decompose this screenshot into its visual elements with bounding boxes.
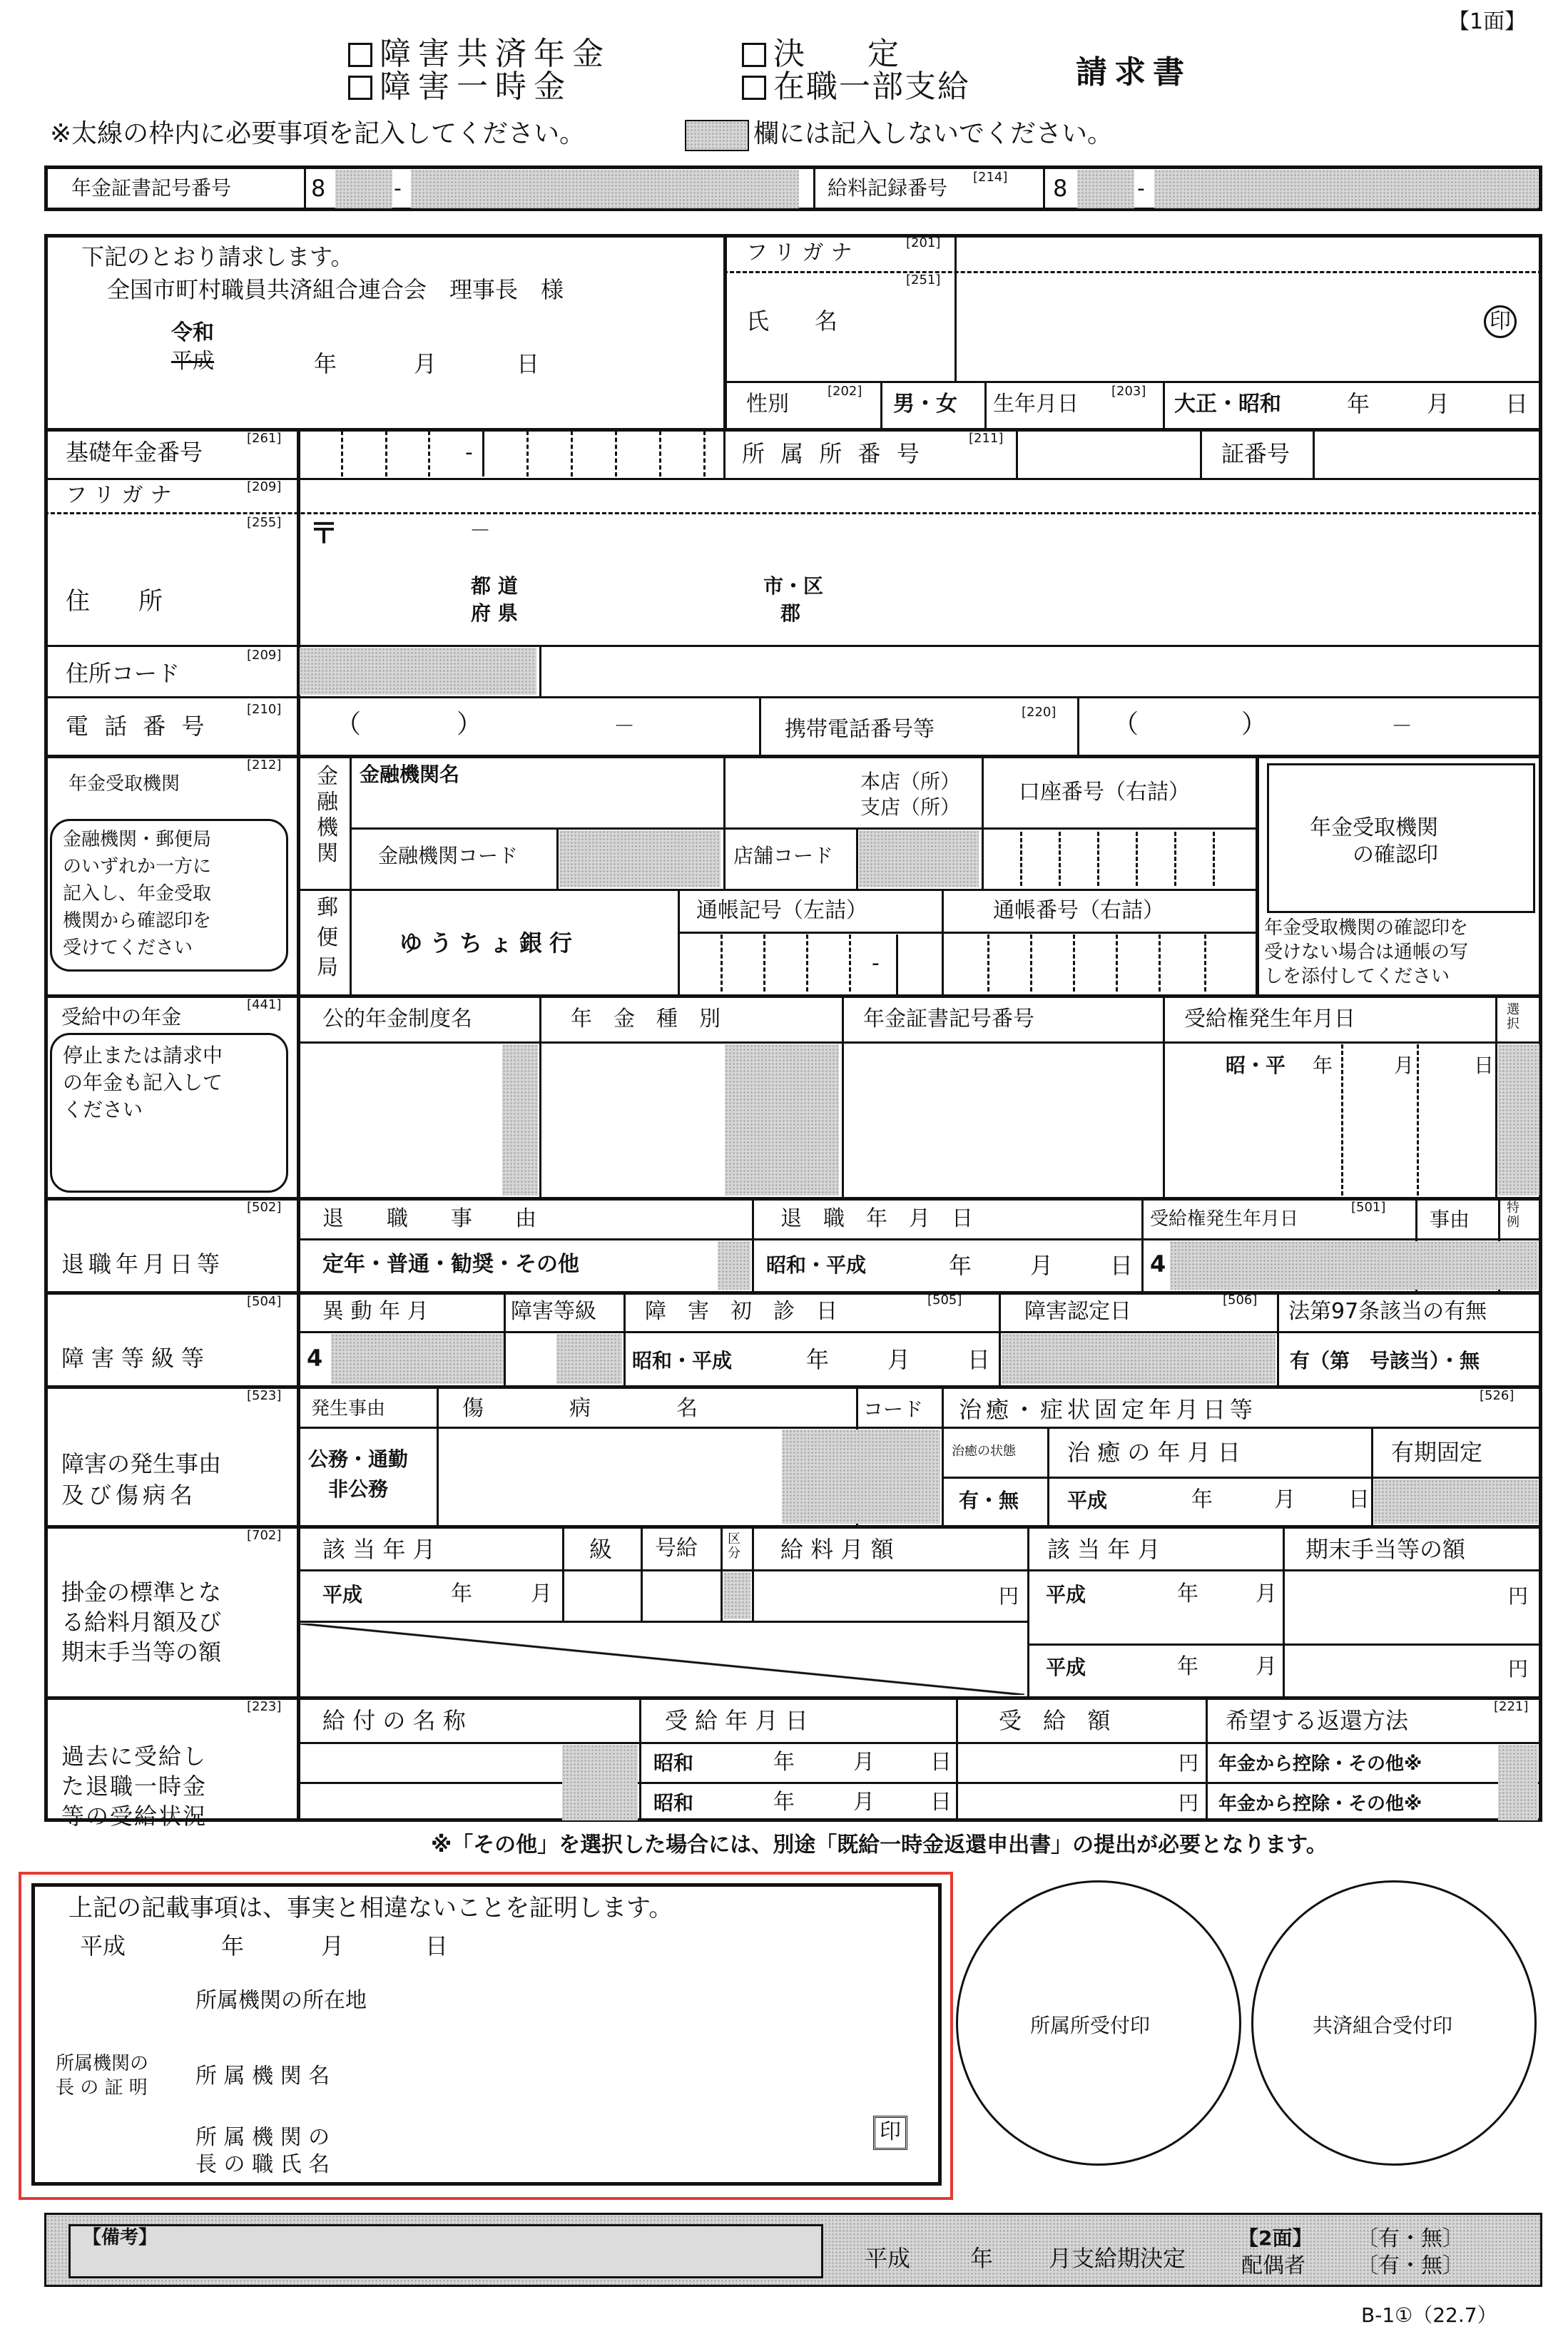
col-special: 特例 <box>1507 1201 1519 1230</box>
union-receipt-stamp-label: 共済組合受付印 <box>1313 2014 1453 2037</box>
affil-number-field[interactable] <box>1019 431 1197 477</box>
basic-pension-label: 基礎年金番号 <box>66 439 203 466</box>
checkbox-disability-lump-sum[interactable] <box>348 76 372 100</box>
name-input[interactable] <box>963 285 1477 364</box>
cert-no-field[interactable] <box>1315 431 1539 477</box>
col-select: 選択 <box>1507 1002 1519 1031</box>
pension-cert-number-field[interactable] <box>411 170 799 208</box>
pension-cert-label: 年金証書記号番号 <box>71 176 232 200</box>
instruction-thick-frame: ※太線の枠内に必要事項を記入してください。 <box>50 119 586 148</box>
option-disability-lump-sum: 障害一時金 <box>380 68 572 105</box>
certification-statement: 上記の記載事項は、事実と相違ないことを証明します。 <box>68 1894 673 1922</box>
option-decision: 決 定 <box>773 36 899 72</box>
checkbox-decision[interactable] <box>742 43 766 67</box>
gray-sample-swatch <box>685 120 749 151</box>
head-name-label-1: 所 属 機 関 の <box>195 2125 330 2150</box>
account-number-label: 口座番号（右詰） <box>1019 780 1190 805</box>
phone-field[interactable] <box>300 699 756 753</box>
form-title: 請求書 <box>1076 54 1191 91</box>
seal-mark: 印 <box>1484 305 1517 338</box>
page-label: 【1面】 <box>1448 9 1527 34</box>
org-location-label: 所属機関の所在地 <box>195 1988 367 2013</box>
yucho-bank: ゆうちょ銀行 <box>399 929 580 957</box>
bank-section-label: 年金受取機関 <box>68 773 180 795</box>
checkbox-disability-pension[interactable] <box>348 43 372 67</box>
col-retire-date: 退 職 年 月 日 <box>780 1206 973 1231</box>
birth-eras[interactable]: 大正・昭和 <box>1174 392 1281 417</box>
right-date-code-field <box>1170 1241 1538 1290</box>
shop-code-field <box>859 830 979 887</box>
addressee: 全国市町村職員共済組合連合会 理事長 様 <box>107 276 564 303</box>
law97-value[interactable]: 有（第 号該当）・無 <box>1290 1349 1480 1372</box>
head-name-label-2: 長 の 職 氏 名 <box>195 2152 330 2177</box>
affil-receipt-stamp-label: 所属所受付印 <box>1030 2014 1151 2037</box>
gender-label: 性別 <box>746 392 789 417</box>
mobile-label: 携帯電話番号等 <box>785 717 935 742</box>
basic-pension-number-field[interactable] <box>300 431 721 478</box>
pension-system-field[interactable] <box>300 1044 501 1196</box>
org-name-label: 所 属 機 関 名 <box>195 2064 330 2089</box>
certification-box <box>31 1883 942 2186</box>
passbook-number-label: 通帳番号（右詰） <box>993 898 1164 923</box>
payment-period-decision: 月支給期決定 <box>1049 2245 1186 2272</box>
spouse-yes-no: 〔有・無〕 <box>1357 2253 1464 2278</box>
passbook-symbol-label: 通帳記号（左詰） <box>696 898 867 923</box>
col-right-date: 受給権発生年月日 <box>1184 1007 1355 1031</box>
phone-label: 電 話 番 号 <box>66 713 209 740</box>
gender-options[interactable]: 男・女 <box>893 392 957 417</box>
address-furigana-label: フリガナ <box>66 483 179 508</box>
name-label: 氏 名 <box>746 307 838 335</box>
passbook-symbol-field[interactable] <box>681 934 939 993</box>
retire-reason-options[interactable]: 定年・普通・勧奨・その他 <box>322 1252 579 1277</box>
form-code: B-1①（22.7） <box>1361 2303 1497 2327</box>
era-reiwa: 令和 <box>171 320 214 345</box>
postal-mark: 〒 <box>310 517 338 550</box>
col-pension-type: 年 金 種 別 <box>571 1007 721 1031</box>
shop-code-label: 店舗コード <box>733 844 834 867</box>
occurrence-label-1: 障害の発生事由 <box>61 1450 222 1477</box>
bonus-amount-field-2[interactable] <box>1286 1646 1507 1695</box>
furigana-label: フリガナ <box>746 240 860 265</box>
col-reason: 事由 <box>1430 1208 1470 1231</box>
certification-seal-mark: 印 <box>873 2116 907 2150</box>
benefit-name-field[interactable] <box>300 1745 559 1819</box>
salary-record-prefix: 8 <box>1053 175 1068 202</box>
option-partial-payment: 在職一部支給 <box>773 68 970 105</box>
col-right-date-2: 受給権発生年月日 <box>1150 1208 1299 1230</box>
salary-amount-field[interactable] <box>755 1572 997 1619</box>
era-heisei-struck: 平成 <box>171 349 214 374</box>
birth-label: 生年月日 <box>993 392 1079 417</box>
instruction-gray-cells: 欄には記入しないでください。 <box>753 119 1114 148</box>
occurrence-label-2: 及び傷病名 <box>61 1482 198 1509</box>
disability-grade-label: 障害等級等 <box>61 1345 212 1372</box>
address-furigana-field[interactable] <box>300 479 1541 511</box>
option-disability-pension: 障害共済年金 <box>380 36 611 72</box>
fin-institution-name-field[interactable] <box>352 792 709 825</box>
salary-row-diagonal <box>300 1624 1024 1695</box>
retirement-label: 退職年月日等 <box>61 1250 225 1278</box>
salary-record-label: 給料記録番号 <box>828 176 948 200</box>
cert-no-label: 証番号 <box>1221 440 1290 467</box>
bonus-amount-field-1[interactable] <box>1286 1572 1507 1619</box>
remarks-label: 【備考】 <box>83 2227 158 2248</box>
col-pension-cert: 年金証書記号番号 <box>863 1007 1034 1031</box>
address-code-label: 住所コード <box>66 660 180 687</box>
pension-type-field[interactable] <box>542 1044 723 1196</box>
col-pension-system: 公的年金制度名 <box>322 1007 472 1031</box>
mobile-field[interactable] <box>1080 699 1539 753</box>
col-retire-reason: 退 職 事 由 <box>322 1206 536 1231</box>
receiving-pension-label: 受給中の年金 <box>61 1005 182 1029</box>
fin-code-field <box>559 830 721 887</box>
address-label: 住 所 <box>66 587 163 616</box>
checkbox-partial-payment[interactable] <box>742 76 766 100</box>
passbook-number-field[interactable] <box>945 934 1253 993</box>
pension-cert-prefix: 8 <box>311 175 326 202</box>
spouse-label: 配偶者 <box>1241 2253 1305 2278</box>
address-code-field <box>300 648 536 695</box>
disease-name-field[interactable] <box>439 1430 779 1524</box>
fin-institution-name-label: 金融機関名 <box>360 763 460 786</box>
salary-record-number-field[interactable] <box>1154 170 1538 208</box>
page2-yes-no: 〔有・無〕 <box>1357 2226 1464 2251</box>
fin-code-label: 金融機関コード <box>378 844 519 867</box>
pension-cert-field[interactable] <box>845 1044 1161 1196</box>
remarks-field <box>68 2224 823 2278</box>
request-line: 下記のとおり請求します。 <box>81 243 354 270</box>
affil-number-label: 所 属 所 番 号 <box>742 440 924 467</box>
address-field[interactable] <box>300 515 1541 643</box>
footnote: ※「その他」を選択した場合には、別途「既給一時金返還申出書」の提出が必要となります。 <box>431 1833 1328 1858</box>
